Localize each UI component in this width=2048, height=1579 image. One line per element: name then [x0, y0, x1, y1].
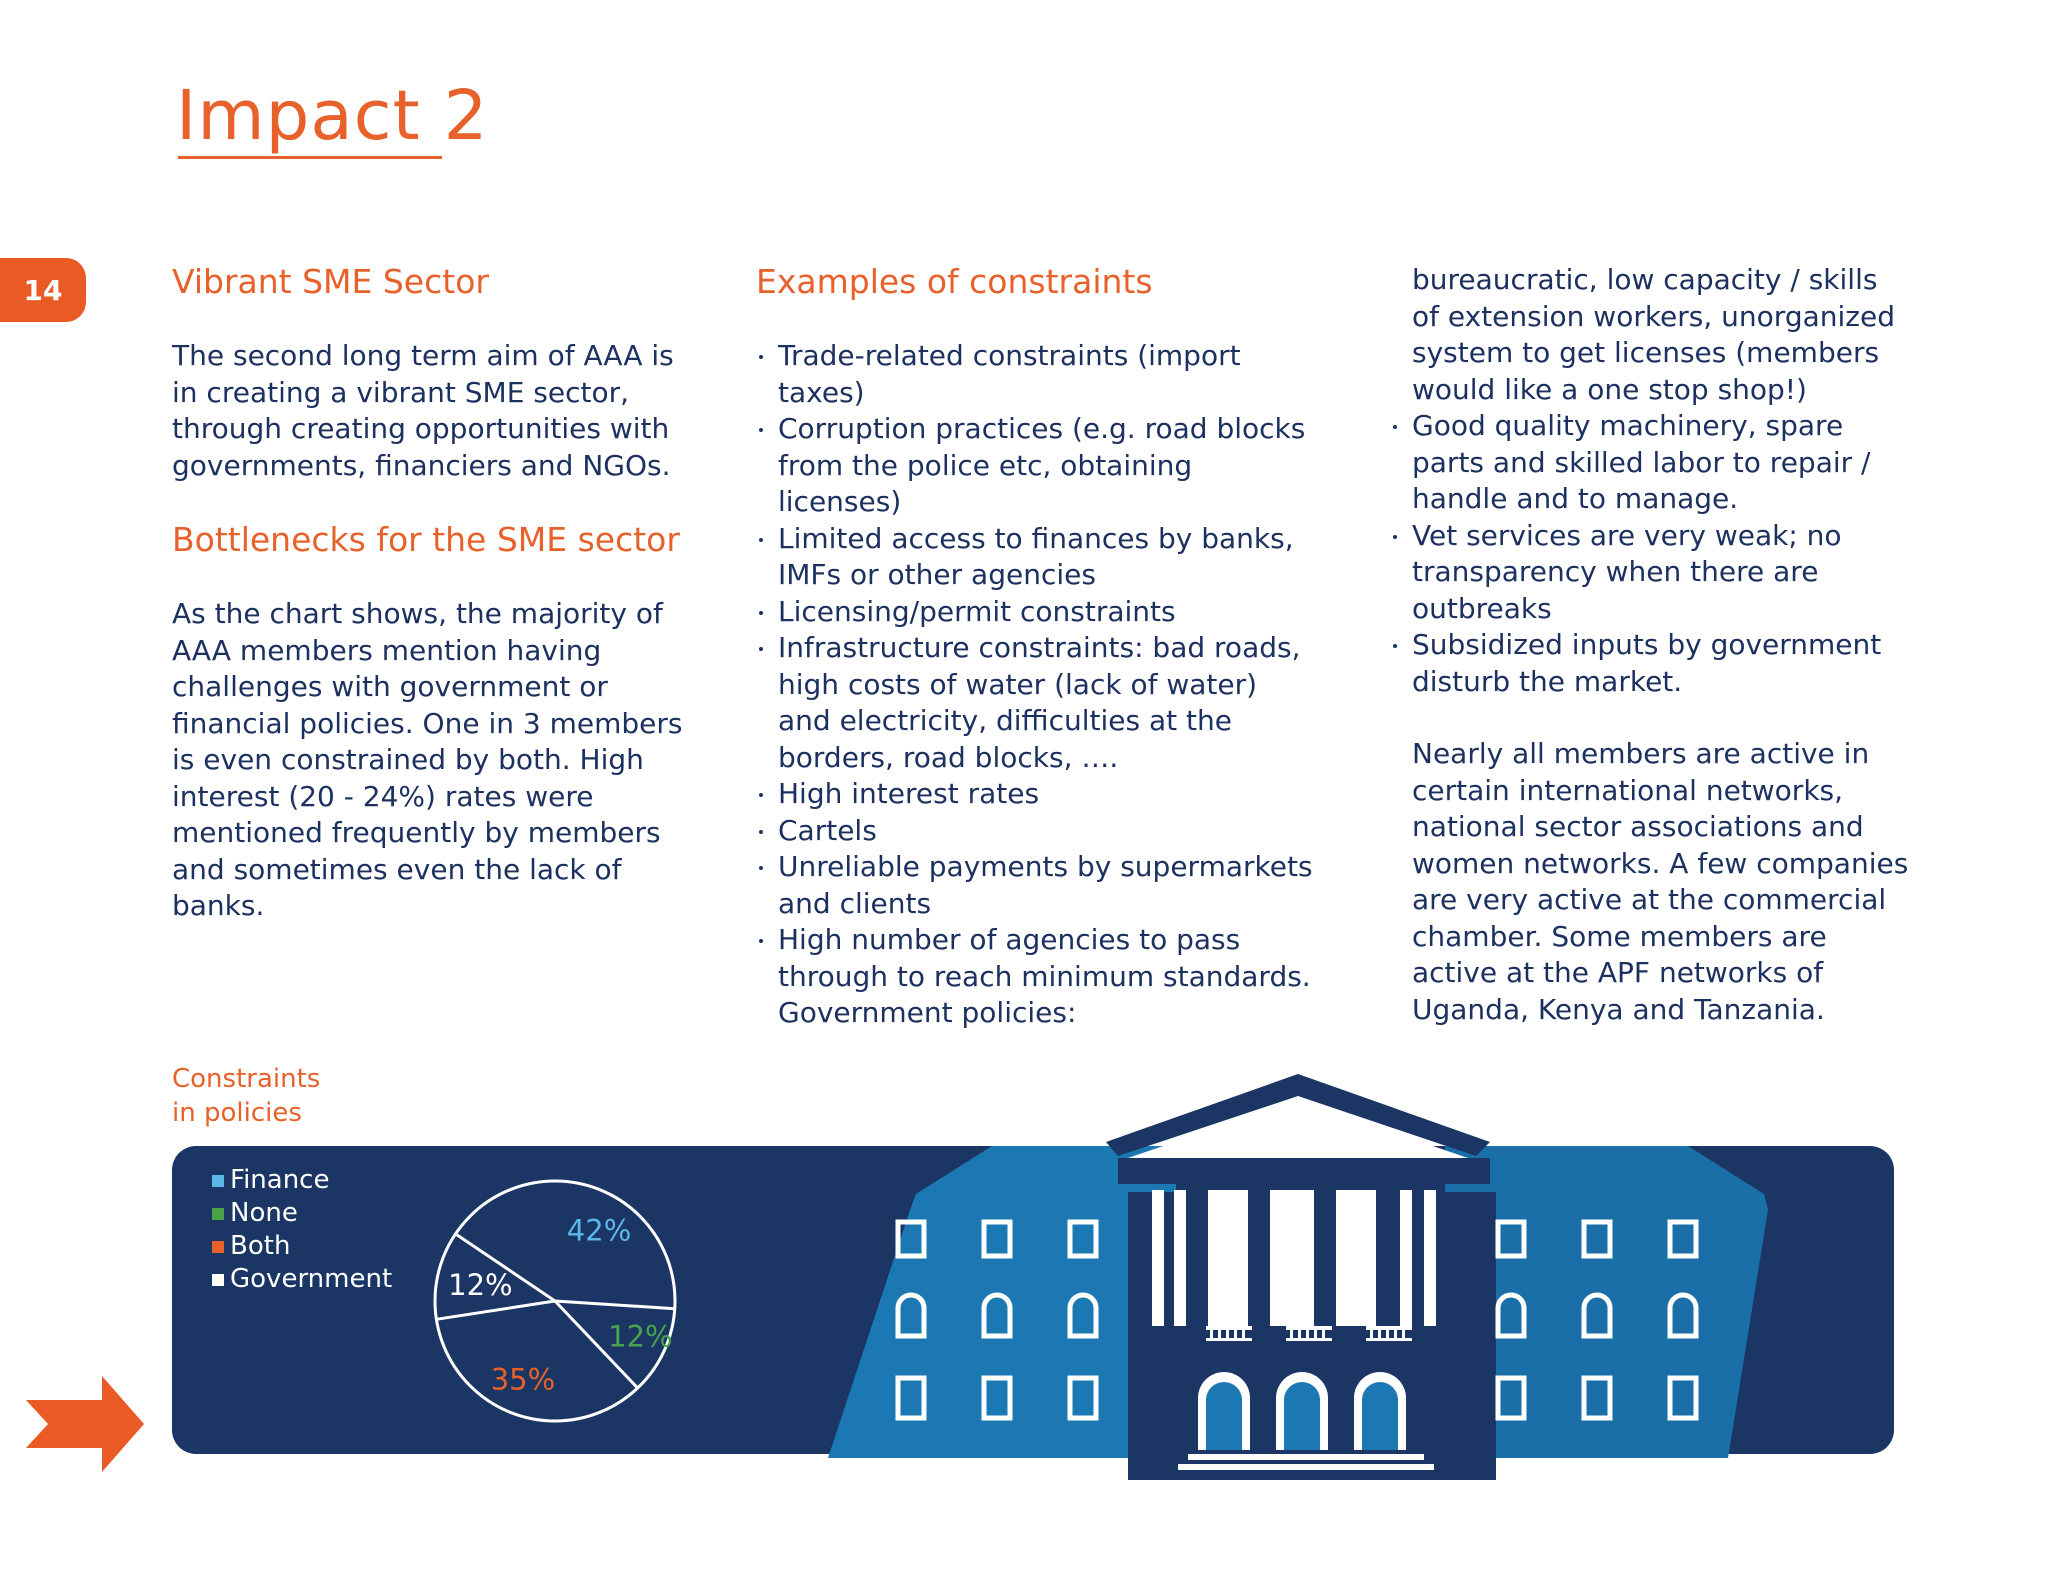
list-item: Limited access to finances by banks, IMFs or other agencies: [756, 521, 1316, 594]
list-item: High number of agencies to pass through to reach minimum standards. Government policies:: [756, 922, 1316, 1032]
list-item: Trade-related constraints (import taxes): [756, 338, 1316, 411]
arched-doors: [1198, 1372, 1406, 1450]
chart-caption: [172, 1062, 320, 1130]
pie-label-government: 12%: [448, 1267, 513, 1302]
column-constraints: [756, 262, 1316, 1032]
legend-swatch: [212, 1241, 224, 1253]
list-item: Subsidized inputs by government disturb the market.: [1390, 627, 1910, 700]
pie-label-finance: 42%: [566, 1213, 632, 1248]
left-wing: [828, 1146, 1176, 1458]
heading-vibrant-sme: Vibrant SME Sector: [172, 262, 489, 301]
parliament-building-illustration: [828, 1070, 1898, 1490]
paragraph-continuation: bureaucratic, low capacity / skills of extension workers, unorganized system to get licenses (members would like a one stop shop!): [1412, 263, 1895, 406]
entablature: [1118, 1158, 1490, 1184]
legend-swatch: [212, 1274, 224, 1286]
pie-slice-boundary: [436, 1301, 555, 1319]
legend-swatch: [212, 1175, 224, 1187]
heading-examples-constraints: Examples of constraints: [756, 262, 1153, 301]
legend-label: Government: [230, 1264, 393, 1294]
legend-label: Finance: [230, 1165, 330, 1195]
column-sme-sector: [172, 262, 692, 925]
constraints-list-continued: [1390, 408, 1910, 700]
paragraph-sme-aim: The second long term aim of AAA is in creating a vibrant SME sector, through creating opportunities with governments, financiers and NGOs.: [172, 339, 674, 482]
pie-label-both: 35%: [490, 1362, 556, 1397]
list-item: Licensing/permit constraints: [756, 594, 1316, 631]
list-item: Cartels: [756, 813, 1316, 850]
legend-item-finance: [212, 1164, 392, 1197]
paragraph-networks: Nearly all members are active in certain international networks, national sector associations and women networks. A few companies are very active at the commercial chamber. Some members are active at the APF networks of Uganda, Kenya and Tanzania.: [1412, 737, 1909, 1026]
legend-item-government: [212, 1263, 392, 1296]
constraints-list: [756, 338, 1316, 1032]
column-constraints-continued: [1390, 262, 1910, 1028]
list-item: Infrastructure constraints: bad roads, high costs of water (lack of water) and electricity, difficulties at the borders, road blocks, ….: [756, 630, 1316, 776]
chart-caption-line-2: in policies: [172, 1098, 302, 1128]
list-item: Corruption practices (e.g. road blocks from the police etc, obtaining licenses): [756, 411, 1316, 521]
title-underline: [178, 156, 442, 159]
heading-bottlenecks: Bottlenecks for the SME sector: [172, 520, 680, 559]
legend-swatch: [212, 1208, 224, 1220]
pie-chart: [430, 1176, 680, 1426]
list-item: Vet services are very weak; no transparency when there are outbreaks: [1390, 518, 1910, 628]
pie-label-none: 12%: [608, 1319, 673, 1354]
list-item: High interest rates: [756, 776, 1316, 813]
chart-caption-line-1: Constraints: [172, 1064, 321, 1094]
paragraph-bottlenecks: As the chart shows, the majority of AAA members mention having challenges with government or financial policies. One in 3 members is even constrained by both. High interest (20 - 24%) rates were mentioned frequently by members and sometimes even the lack of banks.: [172, 597, 683, 922]
legend-item-both: [212, 1230, 392, 1263]
pie-slice-boundary: [555, 1301, 675, 1309]
list-item: Good quality machinery, spare parts and skilled labor to repair / handle and to manage.: [1390, 408, 1910, 518]
legend-label: Both: [230, 1231, 291, 1261]
chart-legend: [212, 1164, 392, 1296]
page-number-tab: 14: [0, 258, 86, 322]
legend-label: None: [230, 1198, 298, 1228]
legend-item-none: [212, 1197, 392, 1230]
page-title: Impact 2: [176, 76, 489, 156]
chevron-arrow-icon: [26, 1376, 144, 1472]
list-item: Unreliable payments by supermarkets and clients: [756, 849, 1316, 922]
